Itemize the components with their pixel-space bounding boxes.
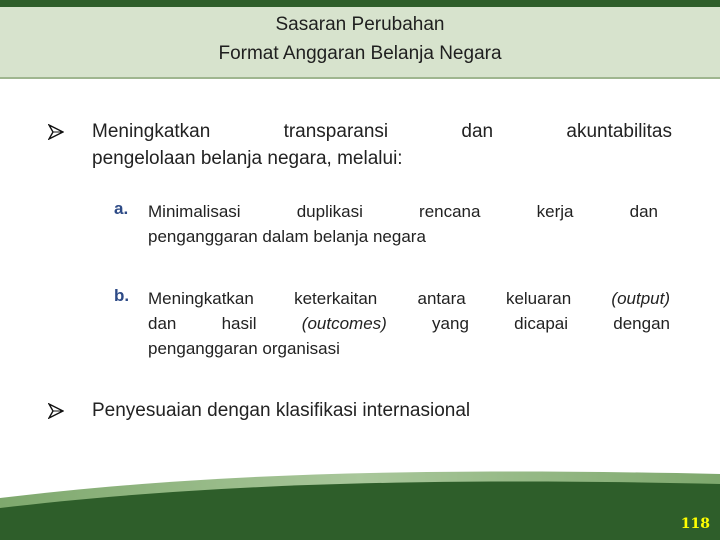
- sub-item-b-label: b.: [114, 286, 130, 305]
- sub-item-a-label: a.: [114, 199, 129, 218]
- bullet-1-line2: pengelolaan belanja negara, melalui:: [92, 148, 403, 169]
- title-band: [0, 7, 720, 77]
- sub-item-b-line2: dan hasil (outcomes) yang dicapai dengan: [148, 314, 670, 333]
- slide-title-line2: Format Anggaran Belanja Negara: [218, 43, 502, 64]
- sub-item-b-line3: penganggaran organisasi: [148, 339, 340, 358]
- slide-title-line1: Sasaran Perubahan: [275, 14, 445, 35]
- sub-item-b-line1: Meningkatkan keterkaitan antara keluaran (output): [148, 289, 670, 308]
- title-divider: [0, 77, 720, 79]
- bullet-1-line1: Meningkatkan transparansi dan akuntabilitas: [92, 121, 672, 142]
- footer-wave-decoration: [0, 462, 720, 540]
- arrow-bullet-icon: [48, 403, 64, 419]
- header-top-bar: [0, 0, 720, 7]
- bullet-2-line1: Penyesuaian dengan klasifikasi internasional: [92, 400, 471, 421]
- page-number: 118: [680, 516, 710, 532]
- arrow-bullet-icon: [48, 124, 64, 140]
- sub-item-a-line2: penganggaran dalam belanja negara: [148, 227, 426, 246]
- sub-item-a-line1: Minimalisasi duplikasi rencana kerja dan: [148, 202, 658, 221]
